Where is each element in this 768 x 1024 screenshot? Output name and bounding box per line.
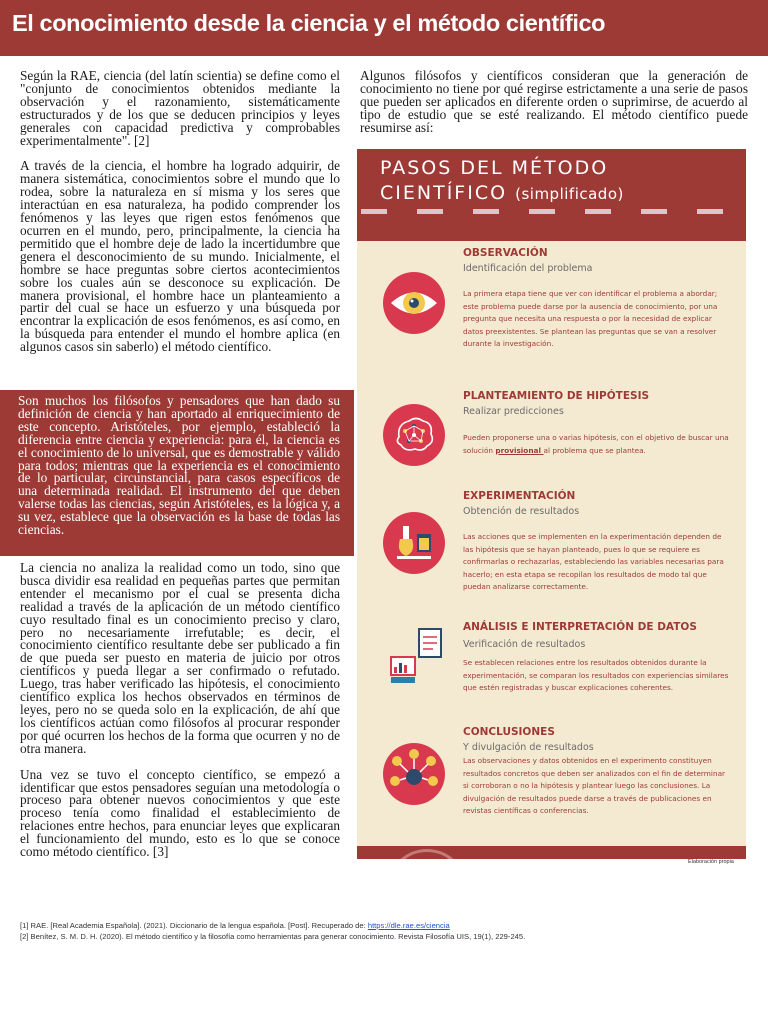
infographic-title-word: CIENTÍFICO xyxy=(380,182,508,204)
page-header xyxy=(0,0,768,56)
divider-dash xyxy=(585,209,611,214)
step-hypothesis-subtitle: Realizar predicciones xyxy=(463,406,564,417)
infographic-title-line2 xyxy=(380,182,624,204)
left-column xyxy=(20,70,340,367)
step-observation-subtitle: Identificación del problema xyxy=(463,263,593,274)
paragraph-science-knowledge: A través de la ciencia, el hombre ha logrado adquirir, de manera sistemática, conocimientos sobre el mundo que lo rodea, sobre la naturaleza en sí misma y los seres que interactúan en esa naturaleza, ha podido comprender los fenómenos y las leyes que rigen estos fenómenos que ocurren en el mundo, pero, principalmente, la ciencia ha permitido que el hombre deje de lado la incertidumbre que genera el desconocimiento de su mundo. Inicialmente, el hombre se hace preguntas sobre ciertos acontecimientos sobre los cuales aún se desconoce su explicación. De manera provisional, el hombre hace un planteamiento a partir del cual se hace un esfuerzo y una búsqueda por encontrar la explicación de esos fenómenos, es así como, en la búsqueda para entender el mundo el hombre aplica (en algunos casos sin saberlo) el método científico. xyxy=(20,158,340,355)
divider-dash xyxy=(361,209,387,214)
divider-dash xyxy=(473,209,499,214)
paragraph-method-intro: Algunos filósofos y científicos consideran que la generación de conocimiento no tiene por qué regirse estrictamente a una serie de pasos que pueden ser aplicados en diferente orden o suprimirse, de acuerdo al tipo de estudio que se esté realizando. El método científico puede resumirse así: xyxy=(360,68,748,135)
step-conclusions-subtitle: Y divulgación de resultados xyxy=(463,742,594,753)
divider-dash xyxy=(417,209,443,214)
step-conclusions-title: CONCLUSIONES xyxy=(463,726,555,738)
footnote-2: [2] Benítez, S. M. D. H. (2020). El método científico y la filosofía como herramientas para generar conocimiento. Revista Filosofía UIS, 19(1), 229-245. xyxy=(20,932,526,941)
flask-icon xyxy=(383,512,445,574)
infographic-footer-band xyxy=(357,846,746,859)
step-experimentation-text: Las acciones que se implementen en la experimentación dependen de las hipótesis que se hayan planteado, pues lo que se requiere es confirmarlas o rechazarlas, estableciendo las variables necesarias para hacerlo; en esta etapa se recopilan los resultados de modo tal que puedan analizarse correctamente. xyxy=(463,532,724,591)
step-hypothesis-text xyxy=(463,432,733,457)
brain-icon xyxy=(383,404,445,466)
highlight-text: Son muchos los filósofos y pensadores que han dado su definición de ciencia y han aportado al enriquecimiento de este concepto. Aristóteles, por ejemplo, estableció la diferencia entre ciencia y experiencia: para él, la ciencia es el conocimiento de lo universal, que es demostrable y válido para todos; mientras que la experiencia es el conocimiento de lo particular, circunstancial, para casos específicos de una determinada realidad. El instrumento del que deben valerse todas las ciencias, según Aristóteles, es la lógica y, a su vez, establece que la observación es la base de todas las ciencias. xyxy=(18,393,340,538)
right-column xyxy=(360,70,748,148)
left-column-lower xyxy=(20,562,340,872)
decorative-arc xyxy=(387,849,467,859)
aristotle-highlight-box xyxy=(0,390,354,556)
step-observation-title: OBSERVACIÓN xyxy=(463,247,548,259)
divider-dash xyxy=(529,209,555,214)
network-icon xyxy=(383,743,445,805)
eye-icon xyxy=(383,272,445,334)
step-analysis-title: ANÁLISIS E INTERPRETACIÓN DE DATOS xyxy=(463,621,697,633)
footnote-1-link[interactable]: https://dle.rae.es/ciencia xyxy=(367,921,450,930)
paragraph-rae-definition: Según la RAE, ciencia (del latín scientia) se define como el "conjunto de conocimientos obtenidos mediante la observación y el razonamiento, sistemáticamente estructurados y de los que se deducen principios y leyes generales con capacidad predictiva y comprobables experimentalmente". [2] xyxy=(20,68,340,148)
infographic-title-sub: (simplificado) xyxy=(515,185,624,203)
footnotes xyxy=(20,920,525,942)
step-hypothesis-text-a: Pueden proponerse una o varias hipótesis, con el objetivo de buscar una solución xyxy=(463,433,729,455)
infographic-title-line1: PASOS DEL MÉTODO xyxy=(380,157,609,179)
infographic-header xyxy=(357,149,746,241)
divider-dash xyxy=(697,209,723,214)
step-conclusions-text: Las observaciones y datos obtenidos en el experimento constituyen resultados concretos que deben ser analizados con el fin de determinar si corroboran o no la hipótesis y plantear luego las conclusiones. La divulgación de resultados puede darse a través de publicaciones en revistas científicas o conferencias. xyxy=(463,756,726,815)
footnote-1-text: [1] RAE. [Real Academia Española]. (2021). Diccionario de la lengua española. [Post]. Recuperado de: xyxy=(20,921,368,930)
paragraph-scientific-method: Una vez se tuvo el concepto científico, se empezó a identificar que estos pensadores seguían una metodología o proceso para obtener nuevos conocimientos y que este proceso tenía como finalidad el establecimiento de relaciones entre hechos, para enunciar leyes que explicaran el funcionamiento del mundo, esto es lo que se conoce como método científico. [3] xyxy=(20,766,340,860)
step-observation-text: La primera etapa tiene que ver con identificar el problema a abordar; este problema puede darse por la ausencia de conocimiento, por una pregunta que necesita una respuesta o por la necesidad de explicar datos preexistentes. Se plantean las preguntas que se van a resolver durante la investigación. xyxy=(463,289,718,348)
step-analysis-subtitle: Verificación de resultados xyxy=(463,639,586,650)
divider-dash xyxy=(641,209,667,214)
page-title: El conocimiento desde la ciencia y el método científico xyxy=(12,10,606,36)
clipboard-chart-icon xyxy=(383,625,445,687)
scientific-method-infographic xyxy=(357,149,746,859)
step-experimentation-title: EXPERIMENTACIÓN xyxy=(463,490,576,502)
footnote-1 xyxy=(20,920,525,931)
infographic-credit: Elaboración propia xyxy=(688,859,734,865)
step-hypothesis-text-c: al problema que se plantea. xyxy=(543,445,646,455)
paragraph-science-analysis: La ciencia no analiza la realidad como un todo, sino que busca dividir esa realidad en pequeñas partes que permitan entender el mecanismo por el cual se presenta dicha realidad a través de la aplicación de un método científico cuyo resultado final es un conocimiento preciso y claro, pero no necesariamente irrefutable; es decir, el conocimiento científico resultante debe ser publicado a fin de que pueda ser puesto en materia de juicio por otros científicos y pueda llegar a ser confirmado o refutado. Luego, tras haber verificado las hipótesis, el conocimiento científico explica los hechos observados en términos de leyes, pero no se queda solo en la explicación, de ahí que los científicos actúan como filósofos al procurar responder por qué ocurren los hechos de la forma que ocurren y no de otra manera. xyxy=(20,560,340,756)
step-hypothesis-text-emphasis: provisional xyxy=(495,445,544,455)
step-experimentation-subtitle: Obtención de resultados xyxy=(463,506,580,517)
step-hypothesis-title: PLANTEAMIENTO DE HIPÓTESIS xyxy=(463,390,650,402)
step-analysis-text: Se establecen relaciones entre los resultados obtenidos durante la experimentación, se comparan los resultados con experiencias similares que estén registradas y buscar explicaciones coherentes. xyxy=(463,658,729,692)
